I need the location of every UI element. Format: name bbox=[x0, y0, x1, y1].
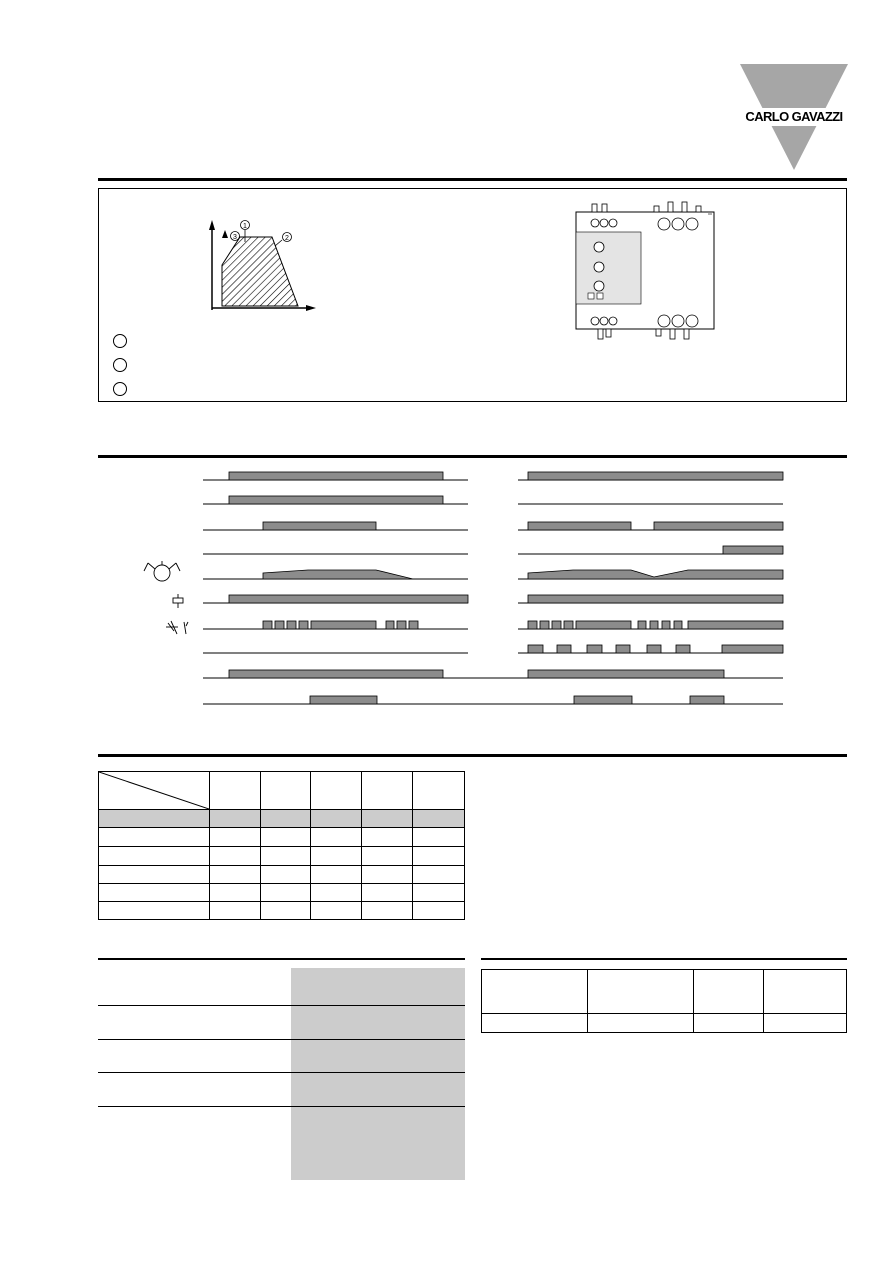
timing-pulse bbox=[638, 621, 646, 629]
spec-row-divider bbox=[98, 1072, 465, 1073]
timing-pulse bbox=[386, 621, 394, 629]
selection-table-shaded-row bbox=[99, 810, 465, 828]
ordering-section-rule bbox=[481, 958, 847, 960]
timing-bar bbox=[528, 595, 783, 603]
timing-section-rule bbox=[98, 455, 847, 458]
svg-text:3: 3 bbox=[233, 234, 237, 241]
timing-bar bbox=[690, 696, 724, 704]
table-row bbox=[99, 884, 465, 902]
timing-bar bbox=[263, 522, 376, 530]
ordering-table-header-row bbox=[482, 970, 847, 1014]
timing-bar bbox=[229, 670, 443, 678]
timing-pulse bbox=[528, 621, 537, 629]
table-row bbox=[99, 828, 465, 847]
timing-pulse bbox=[275, 621, 284, 629]
timing-diagram bbox=[98, 462, 847, 712]
timing-bar bbox=[574, 696, 632, 704]
legend-marker-3 bbox=[113, 382, 127, 396]
relay-coil-icon bbox=[173, 594, 183, 608]
timing-pulse bbox=[409, 621, 418, 629]
product-drawing bbox=[570, 200, 720, 342]
timing-bar bbox=[311, 621, 376, 629]
timing-pulse bbox=[528, 645, 543, 653]
timing-pulse bbox=[540, 621, 549, 629]
timing-bar bbox=[229, 595, 468, 603]
selection-table bbox=[98, 771, 465, 920]
svg-text:2: 2 bbox=[285, 235, 289, 242]
timing-pulse bbox=[557, 645, 571, 653]
table-row bbox=[482, 1014, 847, 1033]
timing-pulse bbox=[263, 621, 272, 629]
timing-pulse bbox=[676, 645, 690, 653]
table-row bbox=[99, 902, 465, 920]
timing-bar bbox=[722, 645, 783, 653]
brand-logo-text: CARLO GAVAZZI bbox=[738, 108, 850, 126]
thyristor-switch-icon bbox=[166, 621, 188, 634]
timing-pulse bbox=[397, 621, 406, 629]
table-row bbox=[99, 866, 465, 884]
product-front-panel bbox=[576, 232, 641, 304]
timing-ramp bbox=[263, 570, 413, 579]
header-rule bbox=[98, 178, 847, 181]
timing-bar bbox=[576, 621, 631, 629]
table-row bbox=[99, 847, 465, 866]
spec-row-divider bbox=[98, 1106, 465, 1107]
selection-section-rule bbox=[98, 754, 847, 757]
timing-pulse bbox=[647, 645, 661, 653]
timing-bar bbox=[528, 522, 631, 530]
selection-table-corner-cell bbox=[99, 772, 210, 810]
timing-bar bbox=[310, 696, 377, 704]
timing-bar bbox=[688, 621, 783, 629]
timing-pulse bbox=[662, 621, 670, 629]
spec-row-divider bbox=[98, 1005, 465, 1006]
timing-pulse bbox=[616, 645, 630, 653]
timing-pulse bbox=[650, 621, 658, 629]
timing-bar bbox=[723, 546, 783, 554]
timing-pulse bbox=[587, 645, 602, 653]
spec-row-divider bbox=[98, 1039, 465, 1040]
svg-text:1: 1 bbox=[243, 223, 247, 230]
timing-pulse bbox=[299, 621, 308, 629]
derating-area bbox=[222, 237, 298, 306]
spec-values-column bbox=[291, 968, 465, 1180]
timing-pulse bbox=[564, 621, 573, 629]
derating-graph bbox=[200, 210, 325, 315]
timing-bar bbox=[229, 472, 443, 480]
spec-section-rule bbox=[98, 958, 465, 960]
timing-pulse bbox=[674, 621, 682, 629]
legend-marker-1 bbox=[113, 334, 127, 348]
timing-pulse bbox=[552, 621, 561, 629]
timing-ramp bbox=[528, 570, 783, 579]
timing-bar bbox=[528, 472, 783, 480]
ordering-table bbox=[481, 969, 847, 1033]
timing-bar bbox=[528, 670, 724, 678]
selection-table-header-row bbox=[99, 772, 465, 810]
timing-bar bbox=[229, 496, 443, 504]
timing-bar bbox=[654, 522, 783, 530]
timing-pulse bbox=[287, 621, 296, 629]
legend-marker-2 bbox=[113, 358, 127, 372]
motor-icon bbox=[144, 561, 180, 581]
